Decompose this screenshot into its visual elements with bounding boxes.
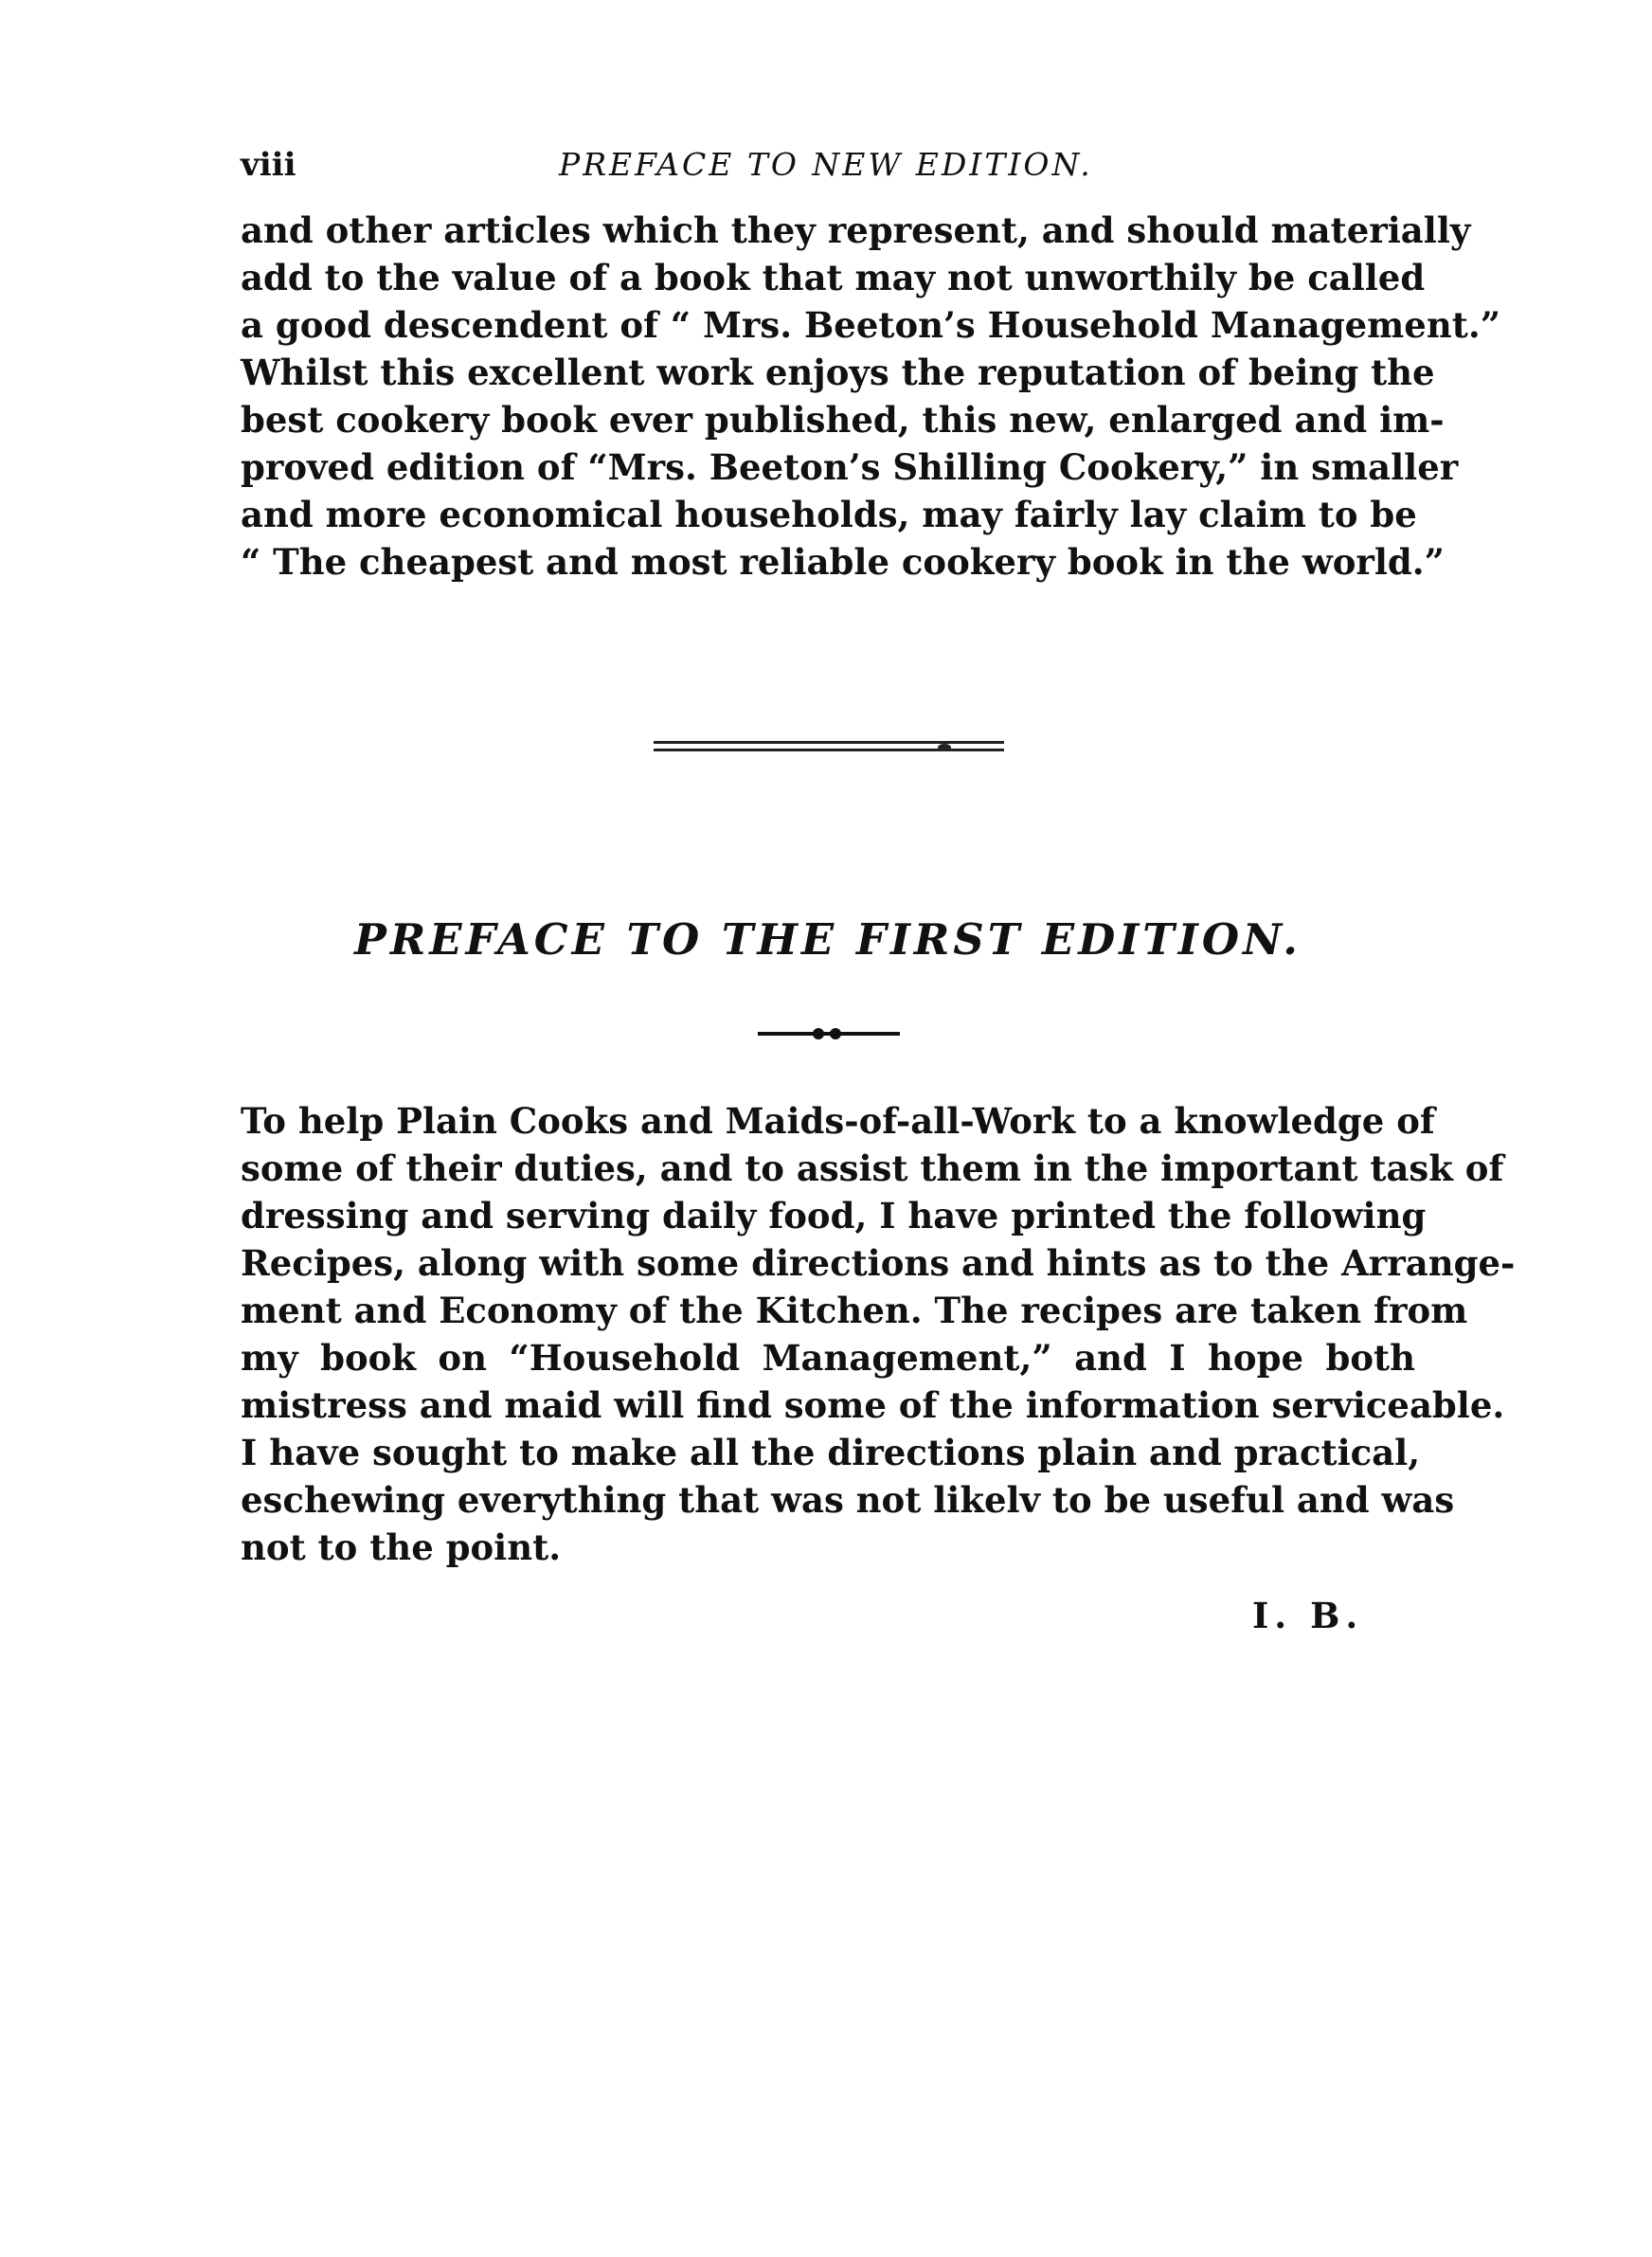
text-line: Recipes, along with some directions and hints as to the Arrange- bbox=[241, 1242, 1516, 1284]
text-line: Whilst this excellent work enjoys the reputation of being the bbox=[241, 352, 1435, 393]
text-line: and other articles which they represent, and should materially bbox=[241, 209, 1471, 251]
author-signature: I. B. bbox=[1252, 1595, 1364, 1636]
ornament-dot bbox=[830, 1028, 841, 1039]
divider-line-top bbox=[654, 741, 1004, 744]
text-line: mistress and maid will find some of the information serviceable. bbox=[241, 1384, 1505, 1426]
preface-first-edition-text bbox=[241, 1097, 1516, 1571]
text-line: my book on “Household Management,” and I hope both bbox=[241, 1337, 1415, 1379]
text-line: “ The cheapest and most reliable cookery book in the world.” bbox=[241, 541, 1445, 583]
divider-line-bottom bbox=[654, 749, 1004, 751]
section-title: PREFACE TO THE FIRST EDITION. bbox=[354, 914, 1302, 965]
text-line: and more economical households, may fairly lay claim to be bbox=[241, 494, 1417, 535]
text-line: add to the value of a book that may not unworthily be called bbox=[241, 257, 1426, 298]
text-line: not to the point. bbox=[241, 1526, 562, 1568]
text-line: best cookery book ever published, this new, enlarged and im- bbox=[241, 399, 1445, 441]
preface-new-edition-text bbox=[241, 207, 1500, 586]
text-line: some of their duties, and to assist them in the important task of bbox=[241, 1147, 1504, 1189]
running-head bbox=[237, 142, 1411, 190]
text-line: ment and Economy of the Kitchen. The recipes are taken from bbox=[241, 1290, 1468, 1331]
text-line: I have sought to make all the directions plain and practical, bbox=[241, 1432, 1421, 1473]
text-line: dressing and serving daily food, I have printed the following bbox=[241, 1195, 1427, 1237]
text-line: a good descendent of “ Mrs. Beeton’s Household Management.” bbox=[241, 304, 1500, 346]
section-divider-rule bbox=[654, 741, 1004, 756]
running-head-title: PREFACE TO NEW EDITION. bbox=[559, 146, 1093, 183]
text-line: eschewing everything that was not likelv to be useful and was bbox=[241, 1479, 1455, 1521]
page-number: viii bbox=[241, 146, 296, 184]
divider-ornament-icon bbox=[938, 744, 951, 751]
title-ornament-icon bbox=[758, 1027, 900, 1040]
ornament-dot bbox=[813, 1028, 824, 1039]
text-line: To help Plain Cooks and Maids-of-all-Work to a knowledge of bbox=[241, 1100, 1435, 1142]
text-line: proved edition of “Mrs. Beeton’s Shilling Cookery,” in smaller bbox=[241, 446, 1459, 488]
ornament-bar bbox=[758, 1032, 900, 1036]
